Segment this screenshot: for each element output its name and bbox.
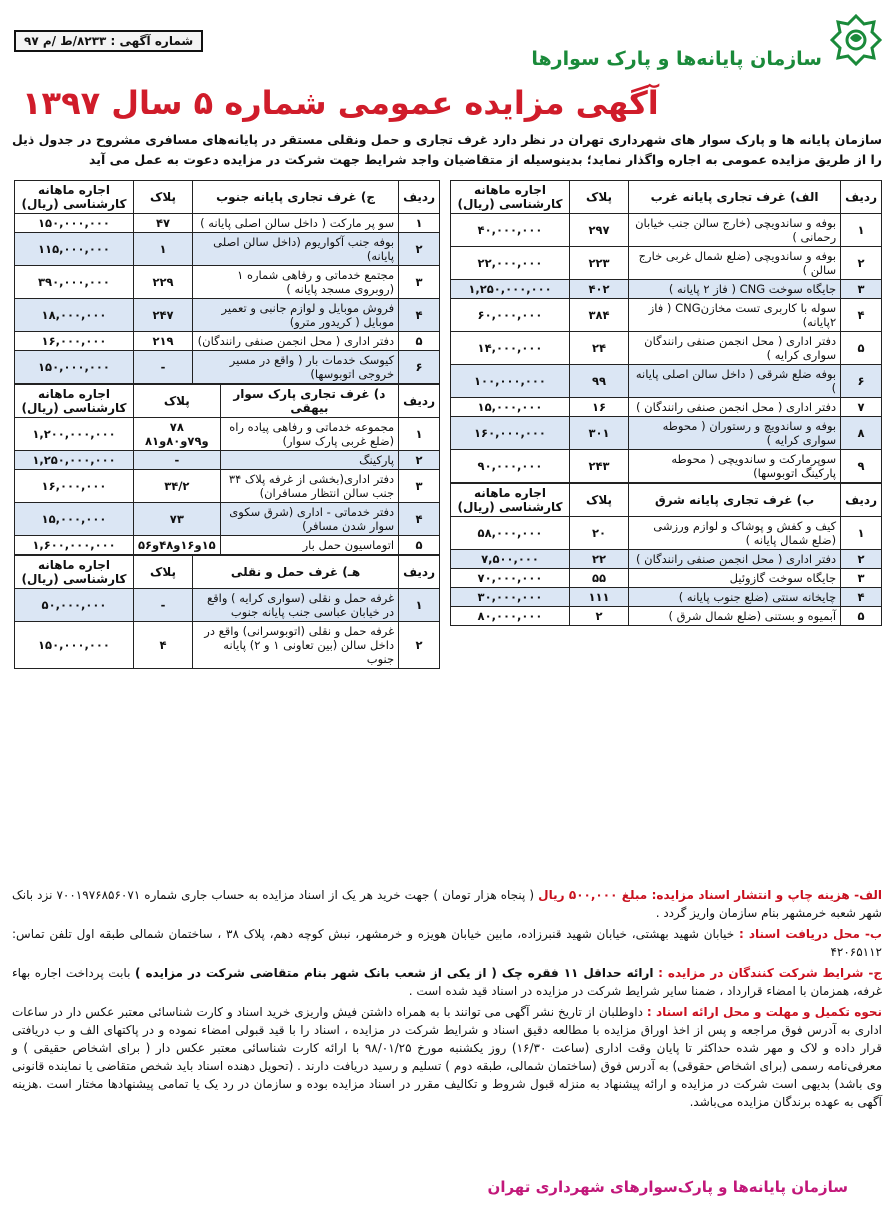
row-number: ۱ xyxy=(399,589,440,622)
item-rent: ۳۰,۰۰۰,۰۰۰ xyxy=(451,588,570,607)
item-plak: ۱۱۱ xyxy=(570,588,629,607)
item-rent: ۱۵۰,۰۰۰,۰۰۰ xyxy=(15,622,134,669)
item-rent: ۳۹۰,۰۰۰,۰۰۰ xyxy=(15,266,134,299)
col-rent: اجاره ماهانه کارشناسی (ریال) xyxy=(15,385,134,418)
item-rent: ۶۰,۰۰۰,۰۰۰ xyxy=(451,299,570,332)
item-description: پارکینگ xyxy=(220,451,398,470)
item-description: اتوماسیون حمل بار xyxy=(220,536,398,555)
table-row xyxy=(451,299,882,332)
left-column xyxy=(14,180,440,669)
row-number: ۲ xyxy=(399,451,440,470)
col-rent: اجاره ماهانه کارشناسی (ریال) xyxy=(451,484,570,517)
table-row xyxy=(15,589,440,622)
item-plak: ۴۷ xyxy=(134,214,193,233)
item-plak: ۱۶ xyxy=(570,398,629,417)
item-description: دفتر اداری ( محل انجمن صنفی رانندگان ) xyxy=(629,550,841,569)
row-number: ۶ xyxy=(841,365,882,398)
item-plak: ۷۳ xyxy=(134,503,221,536)
item-description: غرفه حمل و نقلی (سواری کرایه ) واقع در خیابان عباسی جنب پایانه جنوب xyxy=(193,589,399,622)
row-number: ۲ xyxy=(399,622,440,669)
item-plak: ۹۹ xyxy=(570,365,629,398)
term-c-bold: ارائه حداقل ۱۱ فقره چک ( از یکی از شعب بانک شهر بنام متقاضی شرکت در مزایده ) xyxy=(135,966,654,980)
table-east-terminal xyxy=(450,483,882,626)
item-plak: ۳۸۴ xyxy=(570,299,629,332)
item-rent: ۲۲,۰۰۰,۰۰۰ xyxy=(451,247,570,280)
item-rent: ۱۴,۰۰۰,۰۰۰ xyxy=(451,332,570,365)
col-row: ردیف xyxy=(399,181,440,214)
tehran-municipality-logo xyxy=(830,12,882,74)
item-description: بوفه جنب آکواریوم (داخل سالن اصلی پایانه) xyxy=(193,233,399,266)
table-row xyxy=(15,536,440,555)
table-row xyxy=(451,214,882,247)
table-row xyxy=(451,398,882,417)
table-beyhaghi-park xyxy=(14,384,440,555)
table-row xyxy=(451,417,882,450)
row-number: ۱ xyxy=(399,418,440,451)
intro-paragraph: سازمان پایانه ها و پارک سوار های شهرداری تهران در نظر دارد غرف تجاری و حمل ونقلی مستقر در پایانه‌های مسافری مشروح در جدول ذیل را از طریق مزایده عمومی به اجاره واگذار نماید؛ بدینوسیله از متقاضیان واجد شرایط جهت شرکت در مزایده دعوت به عمل می آید xyxy=(12,132,882,167)
col-plak: پلاک xyxy=(134,385,221,418)
table-row xyxy=(451,569,882,588)
term-a-text: ( پنجاه هزار تومان ) جهت خرید هر یک از اسناد مزایده به حساب جاری شماره ۷۰۰۱۹۷۶۸۵۶۰۷۱ نزد بانک شهر شعبه خرمشهر بنام سازمان واریز گردد . xyxy=(12,888,882,920)
item-description: سو پر مارکت ( داخل سالن اصلی پایانه ) xyxy=(193,214,399,233)
table-title: هـ) غرف حمل و نقلی xyxy=(193,556,399,589)
table-west-terminal xyxy=(450,180,882,483)
col-row: ردیف xyxy=(841,181,882,214)
terms-section xyxy=(12,886,882,1114)
row-number: ۱ xyxy=(841,517,882,550)
item-description: سوله با کاربری تست مخازنCNG ( فاز ۲پایانه) xyxy=(629,299,841,332)
row-number: ۴ xyxy=(841,588,882,607)
item-rent: ۱,۲۰۰,۰۰۰,۰۰۰ xyxy=(15,418,134,451)
col-plak: پلاک xyxy=(134,556,193,589)
col-row: ردیف xyxy=(399,385,440,418)
table-row xyxy=(15,233,440,266)
item-description: آبمیوه و بستنی (ضلع شمال شرق ) xyxy=(629,607,841,626)
table-transport-booths xyxy=(14,555,440,669)
item-plak: ۵۵ xyxy=(570,569,629,588)
col-row: ردیف xyxy=(399,556,440,589)
item-rent: ۱۵۰,۰۰۰,۰۰۰ xyxy=(15,351,134,384)
page-title: آگهی مزایده عمومی شماره ۵ سال ۱۳۹۷ xyxy=(22,84,659,122)
item-rent: ۱۱۵,۰۰۰,۰۰۰ xyxy=(15,233,134,266)
row-number: ۷ xyxy=(841,398,882,417)
col-rent: اجاره ماهانه کارشناسی (ریال) xyxy=(15,556,134,589)
table-south-terminal xyxy=(14,180,440,384)
term-d-label: نحوه تکمیل و مهلت و محل ارائه اسناد : xyxy=(646,1005,882,1019)
term-c xyxy=(12,964,882,1000)
item-plak: ۲۲ xyxy=(570,550,629,569)
item-rent: ۱,۲۵۰,۰۰۰,۰۰۰ xyxy=(451,280,570,299)
table-row xyxy=(15,451,440,470)
row-number: ۹ xyxy=(841,450,882,483)
item-plak: ۴ xyxy=(134,622,193,669)
row-number: ۵ xyxy=(841,607,882,626)
item-description: بوفه و ساندویچی (ضلع شمال غربی خارج سالن ) xyxy=(629,247,841,280)
item-plak: ۲ xyxy=(570,607,629,626)
table-row xyxy=(15,332,440,351)
item-description: چایخانه سنتی (ضلع جنوب پایانه ) xyxy=(629,588,841,607)
table-title: الف) غرف تجاری پایانه غرب xyxy=(629,181,841,214)
item-rent: ۱۸,۰۰۰,۰۰۰ xyxy=(15,299,134,332)
item-rent: ۱,۲۵۰,۰۰۰,۰۰۰ xyxy=(15,451,134,470)
item-plak: ۲۱۹ xyxy=(134,332,193,351)
item-rent: ۱۶,۰۰۰,۰۰۰ xyxy=(15,470,134,503)
item-description: مجموعه خدماتی و رفاهی پیاده راه (ضلع غربی پارک سوار) xyxy=(220,418,398,451)
item-rent: ۱۵,۰۰۰,۰۰۰ xyxy=(451,398,570,417)
item-description: سوپرمارکت و ساندویچی ( محوطه پارکینگ اتوبوسها) xyxy=(629,450,841,483)
row-number: ۵ xyxy=(399,536,440,555)
term-d xyxy=(12,1003,882,1111)
col-plak: پلاک xyxy=(570,484,629,517)
item-description: غرفه حمل و نقلی (اتوبوسرانی) واقع در داخل سالن (بین تعاونی ۱ و ۲) پایانه جنوب xyxy=(193,622,399,669)
item-plak: ۳۰۱ xyxy=(570,417,629,450)
row-number: ۲ xyxy=(841,247,882,280)
table-row xyxy=(15,266,440,299)
item-description: کیوسک خدمات بار ( واقع در مسیر خروجی اتوبوسها) xyxy=(193,351,399,384)
item-rent: ۷۰,۰۰۰,۰۰۰ xyxy=(451,569,570,588)
item-description: دفتر خدماتی - اداری (شرق سکوی سوار شدن مسافر) xyxy=(220,503,398,536)
term-b-text: خیابان شهید بهشتی، خیابان شهید قنبرزاده، مابین خیابان هویزه و خرمشهر، نبش کوچه دهم، پلاک ۳۸ ، ساختمان شمالی طبقه اول تلفن تماس: ۴۲۰۶۵۱۱۲ xyxy=(12,927,882,959)
table-row xyxy=(15,351,440,384)
table-title: ج) غرف تجاری پایانه جنوب xyxy=(193,181,399,214)
term-b-label: ب- محل دریافت اسناد : xyxy=(738,927,882,941)
item-description: دفتر اداری ( محل انجمن صنفی رانندگان ) xyxy=(629,398,841,417)
table-row xyxy=(15,470,440,503)
row-number: ۱ xyxy=(841,214,882,247)
ad-page xyxy=(6,6,888,1214)
item-plak: ۱۵و۱۶و۴۸و۵۶ xyxy=(134,536,221,555)
item-rent: ۱۵,۰۰۰,۰۰۰ xyxy=(15,503,134,536)
item-description: دفتر اداری ( محل انجمن صنفی رانندگان) xyxy=(193,332,399,351)
item-plak: ۲۲۹ xyxy=(134,266,193,299)
table-title: د) غرف تجاری پارک سوار بیهقی xyxy=(220,385,398,418)
item-description: دفتر اداری ( محل انجمن صنفی رانندگان سواری کرایه ) xyxy=(629,332,841,365)
item-plak: ۲۹۷ xyxy=(570,214,629,247)
item-rent: ۵۰,۰۰۰,۰۰۰ xyxy=(15,589,134,622)
item-plak: ۲۴ xyxy=(570,332,629,365)
col-plak: پلاک xyxy=(570,181,629,214)
row-number: ۲ xyxy=(841,550,882,569)
table-row xyxy=(451,280,882,299)
item-description: بوفه ضلع شرقی ( داخل سالن اصلی پایانه ) xyxy=(629,365,841,398)
org-name: سازمان پایانه‌ها و پارک سوارها xyxy=(531,48,822,70)
row-number: ۵ xyxy=(399,332,440,351)
table-row xyxy=(451,365,882,398)
item-rent: ۱۶,۰۰۰,۰۰۰ xyxy=(15,332,134,351)
table-row xyxy=(451,607,882,626)
row-number: ۴ xyxy=(399,503,440,536)
col-rent: اجاره ماهانه کارشناسی (ریال) xyxy=(451,181,570,214)
item-rent: ۱,۶۰۰,۰۰۰,۰۰۰ xyxy=(15,536,134,555)
term-d-text: داوطلبان از تاریخ نشر آگهی می توانند با به همراه داشتن فیش واریزی خرید اسناد و کارت شناسائی معتبر عکس دار در ساعات اداری به آدرس فوق مراجعه و پس از اخذ اوراق مزایده با مطالعه دقیق اسناد و شرایط شرکت در مزایده ، اسناد را با قید قبولی امضاء نموده و در پاکتهای الف و ب دریافتی قرار داده و لاک و مهر شده حداکثر تا پایان وقت اداری (ساعت ۱۶/۳۰) روز یکشنبه مورخ ۹۸/۰۱/۲۵ با ارائه کارت شناسائی معتبر عکس دار ( برای اشخاص حقیقی ) و معرفی‌نامه رسمی (برای اشخاص حقوقی) به آدرس فوق (ساختمان شمالی، طبقه دوم ) تسلیم و رسید دریافت دارند . (تحویل دهنده اسناد باید شخص متقاضی یا نماینده قانونی وی باشد) بدیهی است شرکت در مزایده و ارائه پیشنهاد به منزله قبول شروط و تکالیف مقرر در اسناد مزایده بوده و سازمان در رد یک یا تمامی پیشنهادها مختار است .هزینه آگهی به عهده برندگان مزایده می‌باشد. xyxy=(12,1005,883,1109)
row-number: ۶ xyxy=(399,351,440,384)
item-description: کیف و کفش و پوشاک و لوازم ورزشی (ضلع شمال پایانه ) xyxy=(629,517,841,550)
table-row xyxy=(15,622,440,669)
table-row xyxy=(451,332,882,365)
col-plak: پلاک xyxy=(134,181,193,214)
item-rent: ۱۰۰,۰۰۰,۰۰۰ xyxy=(451,365,570,398)
row-number: ۳ xyxy=(399,470,440,503)
item-rent: ۱۶۰,۰۰۰,۰۰۰ xyxy=(451,417,570,450)
right-column xyxy=(450,180,882,626)
item-description: مجتمع خدماتی و رفاهی شماره ۱ (روبروی مسجد پایانه ) xyxy=(193,266,399,299)
term-c-label: ج- شرایط شرکت کنندگان در مزایده : xyxy=(658,966,882,980)
row-number: ۴ xyxy=(841,299,882,332)
item-rent: ۷,۵۰۰,۰۰۰ xyxy=(451,550,570,569)
header xyxy=(6,6,888,82)
item-description: فروش موبایل و لوازم جانبی و تعمیر موبایل ( کریدور مترو) xyxy=(193,299,399,332)
item-plak: - xyxy=(134,351,193,384)
item-description: جایگاه سوخت گازوئیل xyxy=(629,569,841,588)
item-description: بوفه و ساندویچ و رستوران ( محوطه سواری کرایه ) xyxy=(629,417,841,450)
col-rent: اجاره ماهانه کارشناسی (ریال) xyxy=(15,181,134,214)
table-row xyxy=(451,517,882,550)
item-rent: ۹۰,۰۰۰,۰۰۰ xyxy=(451,450,570,483)
item-rent: ۱۵۰,۰۰۰,۰۰۰ xyxy=(15,214,134,233)
table-row xyxy=(451,550,882,569)
item-plak: ۴۰۲ xyxy=(570,280,629,299)
item-rent: ۸۰,۰۰۰,۰۰۰ xyxy=(451,607,570,626)
item-plak: ۱ xyxy=(134,233,193,266)
row-number: ۱ xyxy=(399,214,440,233)
signature: سازمان پایانه‌ها و پارک‌سوارهای شهرداری تهران xyxy=(487,1178,848,1196)
table-row xyxy=(451,450,882,483)
item-description: بوفه و ساندویچی (خارج سالن جنب خیابان رحمانی ) xyxy=(629,214,841,247)
row-number: ۳ xyxy=(841,280,882,299)
table-title: ب) غرف تجاری پایانه شرق xyxy=(629,484,841,517)
row-number: ۵ xyxy=(841,332,882,365)
row-number: ۳ xyxy=(399,266,440,299)
item-plak: ۷۸ و۷۹و۸۰و۸۱ xyxy=(134,418,221,451)
table-row xyxy=(15,214,440,233)
item-plak: ۲۴۳ xyxy=(570,450,629,483)
item-rent: ۵۸,۰۰۰,۰۰۰ xyxy=(451,517,570,550)
item-plak: ۳۴/۲ xyxy=(134,470,221,503)
term-b xyxy=(12,925,882,961)
item-plak: - xyxy=(134,589,193,622)
item-description: دفتر اداری(بخشی از غرفه پلاک ۳۴ جنب سالن انتظار مسافران) xyxy=(220,470,398,503)
item-description: جایگاه سوخت CNG ( فاز ۲ پایانه ) xyxy=(629,280,841,299)
term-c-text: بابت پرداخت اجاره بهاء غرفه، همزمان با امضاء قرارداد ، ضمنا سایر شرایط شرکت در مزایده در اسناد قید شده است . xyxy=(12,966,882,998)
term-a-label: الف- هزینه چاپ و انتشار اسناد مزایده: مبلغ ۵۰۰,۰۰۰ ریال xyxy=(538,888,883,902)
table-row xyxy=(15,503,440,536)
item-plak: ۲۴۷ xyxy=(134,299,193,332)
row-number: ۸ xyxy=(841,417,882,450)
row-number: ۴ xyxy=(399,299,440,332)
col-row: ردیف xyxy=(841,484,882,517)
table-row xyxy=(15,418,440,451)
term-a xyxy=(12,886,882,922)
row-number: ۲ xyxy=(399,233,440,266)
item-plak: ۲۰ xyxy=(570,517,629,550)
row-number: ۳ xyxy=(841,569,882,588)
ad-number-badge: شماره آگهی : ۸۲۳۳/ط /م ۹۷ xyxy=(14,30,203,52)
item-rent: ۴۰,۰۰۰,۰۰۰ xyxy=(451,214,570,247)
table-row xyxy=(451,588,882,607)
item-plak: ۲۲۳ xyxy=(570,247,629,280)
item-plak: - xyxy=(134,451,221,470)
table-row xyxy=(451,247,882,280)
table-row xyxy=(15,299,440,332)
